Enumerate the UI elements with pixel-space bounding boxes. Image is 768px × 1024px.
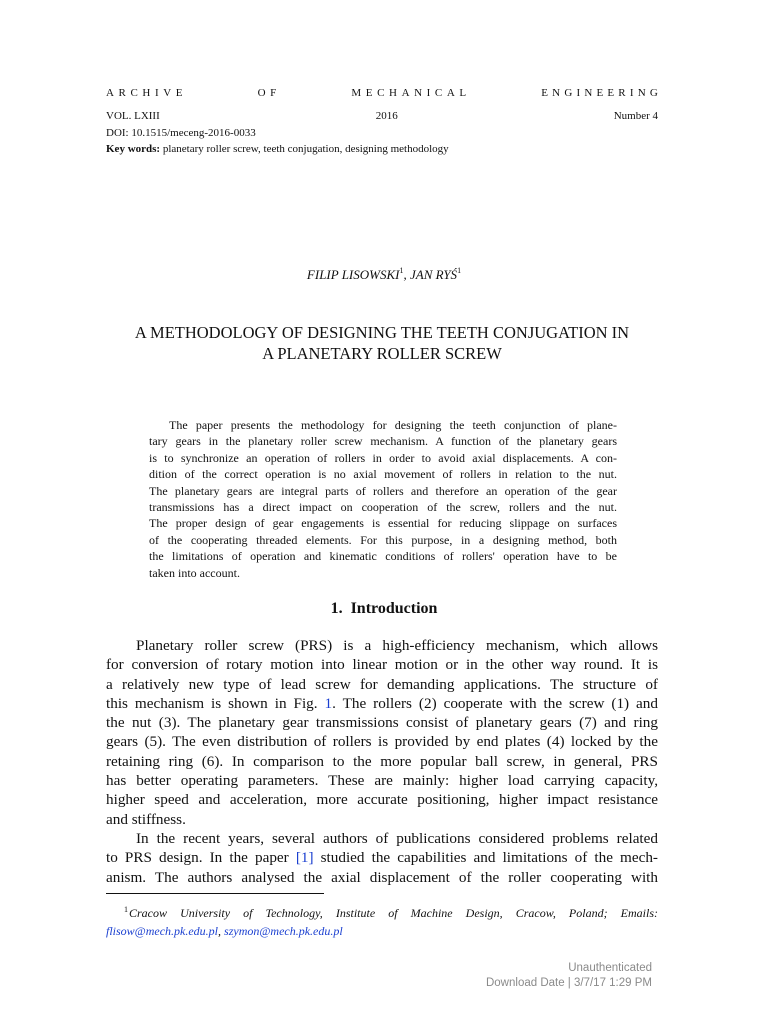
email-separator: , [218, 924, 225, 938]
footnote-divider [106, 893, 324, 894]
body-line [106, 694, 658, 713]
abstract-line: The proper design of gear engagements is essential for reducing slippage on surfaces [149, 516, 617, 531]
footnote-line [106, 922, 658, 940]
abstract [149, 417, 617, 581]
section-title: Introduction [350, 600, 438, 617]
section-number: 1. [330, 600, 343, 617]
abstract-line: of the cooperating threaded elements. For this purpose, in a designing method, both [149, 532, 617, 547]
body-line: retaining ring (6). In comparison to the more popular ball screw, in general, PRS [106, 752, 658, 770]
journal-word: ARCHIVE [106, 87, 188, 99]
title-line: A PLANETARY ROLLER SCREW [262, 344, 502, 363]
keywords-label: Key words: [106, 143, 161, 155]
email-link[interactable]: szymon@mech.pk.edu.pl [224, 924, 343, 938]
body-line: gears (5). The even distribution of rollers is provided by end plates (4) locked by the [106, 733, 658, 751]
body-line: Planetary roller screw (PRS) is a high-efficiency mechanism, which allows [136, 637, 658, 654]
author-name: FILIP LISOWSKI [306, 267, 400, 282]
body-line: anism. The authors analysed the axial displacement of the roller cooperating with [106, 868, 658, 886]
body-line: the nut (3). The planetary gear transmissions consist of planetary gears (7) and ring [106, 714, 658, 732]
author-name: JAN RYŚ [409, 267, 458, 282]
affiliation-mark: 1 [457, 266, 462, 275]
abstract-line: the limitations of operation and kinematic conditions of rollers' operation have to be [149, 549, 617, 564]
abstract-line: dition of the correct operation is no axial movement of rollers in relation to the nut. [149, 467, 617, 482]
issue-number: Number 4 [613, 110, 658, 122]
citation-link[interactable]: [1] [295, 849, 314, 867]
watermark-line: Unauthenticated [568, 962, 652, 974]
figure-link[interactable]: 1 [324, 694, 333, 712]
body-line: for conversion of rotary motion into linear motion or in the other way round. It is [106, 656, 658, 674]
title-line: A METHODOLOGY OF DESIGNING THE TEETH CONJUGATION IN [134, 323, 630, 342]
abstract-line: is to synchronize an operation of rollers in order to avoid axial displacements. A con- [149, 450, 617, 465]
affiliation-mark: 1 [399, 266, 404, 275]
download-watermark [486, 961, 652, 991]
abstract-line: tary gears in the planetary roller screw mechanism. A function of the planetary gears [149, 434, 617, 449]
authors [0, 266, 768, 283]
volume: VOL. LXIII [106, 110, 160, 122]
journal-word: ENGINEERING [541, 87, 662, 99]
body-text-segment: to PRS design. In the paper [106, 849, 296, 867]
footnote-mark: 1 [124, 905, 128, 914]
body-text-segment: studied the capabilities and limitations of the mech- [313, 849, 658, 867]
abstract-line: The planetary gears are integral parts of rollers and therefore an operation of the gear [149, 483, 617, 498]
body-line: and stiffness. [106, 810, 186, 828]
author-separator: , [403, 267, 410, 282]
body-line [106, 848, 658, 867]
journal-name [106, 87, 662, 99]
footnote-line [106, 901, 658, 922]
watermark-line: Download Date | 3/7/17 1:29 PM [485, 977, 652, 989]
abstract-line: transmissions has a direct impact on cooperation of the screw, rollers and the nut. [149, 500, 617, 515]
body-text-segment: this mechanism is shown in Fig. [106, 694, 325, 712]
body-line: higher speed and acceleration, more accurate positioning, higher impact resistance [106, 791, 658, 809]
section-heading [0, 600, 768, 618]
affiliation-text: Cracow University of Technology, Institute of Machine Design, Cracow, Poland; Emails: [129, 906, 658, 920]
body-line: has better operating parameters. These are mainly: higher load carrying capacity, [106, 772, 658, 790]
body-line: a relatively new type of lead screw for demanding applications. The structure of [106, 675, 658, 693]
body-line: In the recent years, several authors of publications considered problems related [136, 829, 658, 847]
doi: DOI: 10.1515/meceng-2016-0033 [106, 127, 256, 139]
journal-word: MECHANICAL [351, 87, 471, 99]
abstract-line: taken into account. [149, 565, 240, 580]
email-link[interactable]: flisow@mech.pk.edu.pl [106, 924, 219, 938]
abstract-line: The paper presents the methodology for designing the teeth conjunction of plane- [169, 418, 617, 432]
paper-title [80, 322, 684, 364]
journal-word: OF [257, 87, 281, 99]
keywords-list: planetary roller screw, teeth conjugation, designing methodology [162, 143, 449, 155]
body-text-segment: . The rollers (2) cooperate with the screw (1) and [332, 694, 658, 712]
footnote [106, 901, 658, 940]
year: 2016 [375, 110, 398, 122]
keywords [106, 143, 449, 155]
body-text [106, 636, 658, 887]
issue-info [106, 110, 658, 122]
